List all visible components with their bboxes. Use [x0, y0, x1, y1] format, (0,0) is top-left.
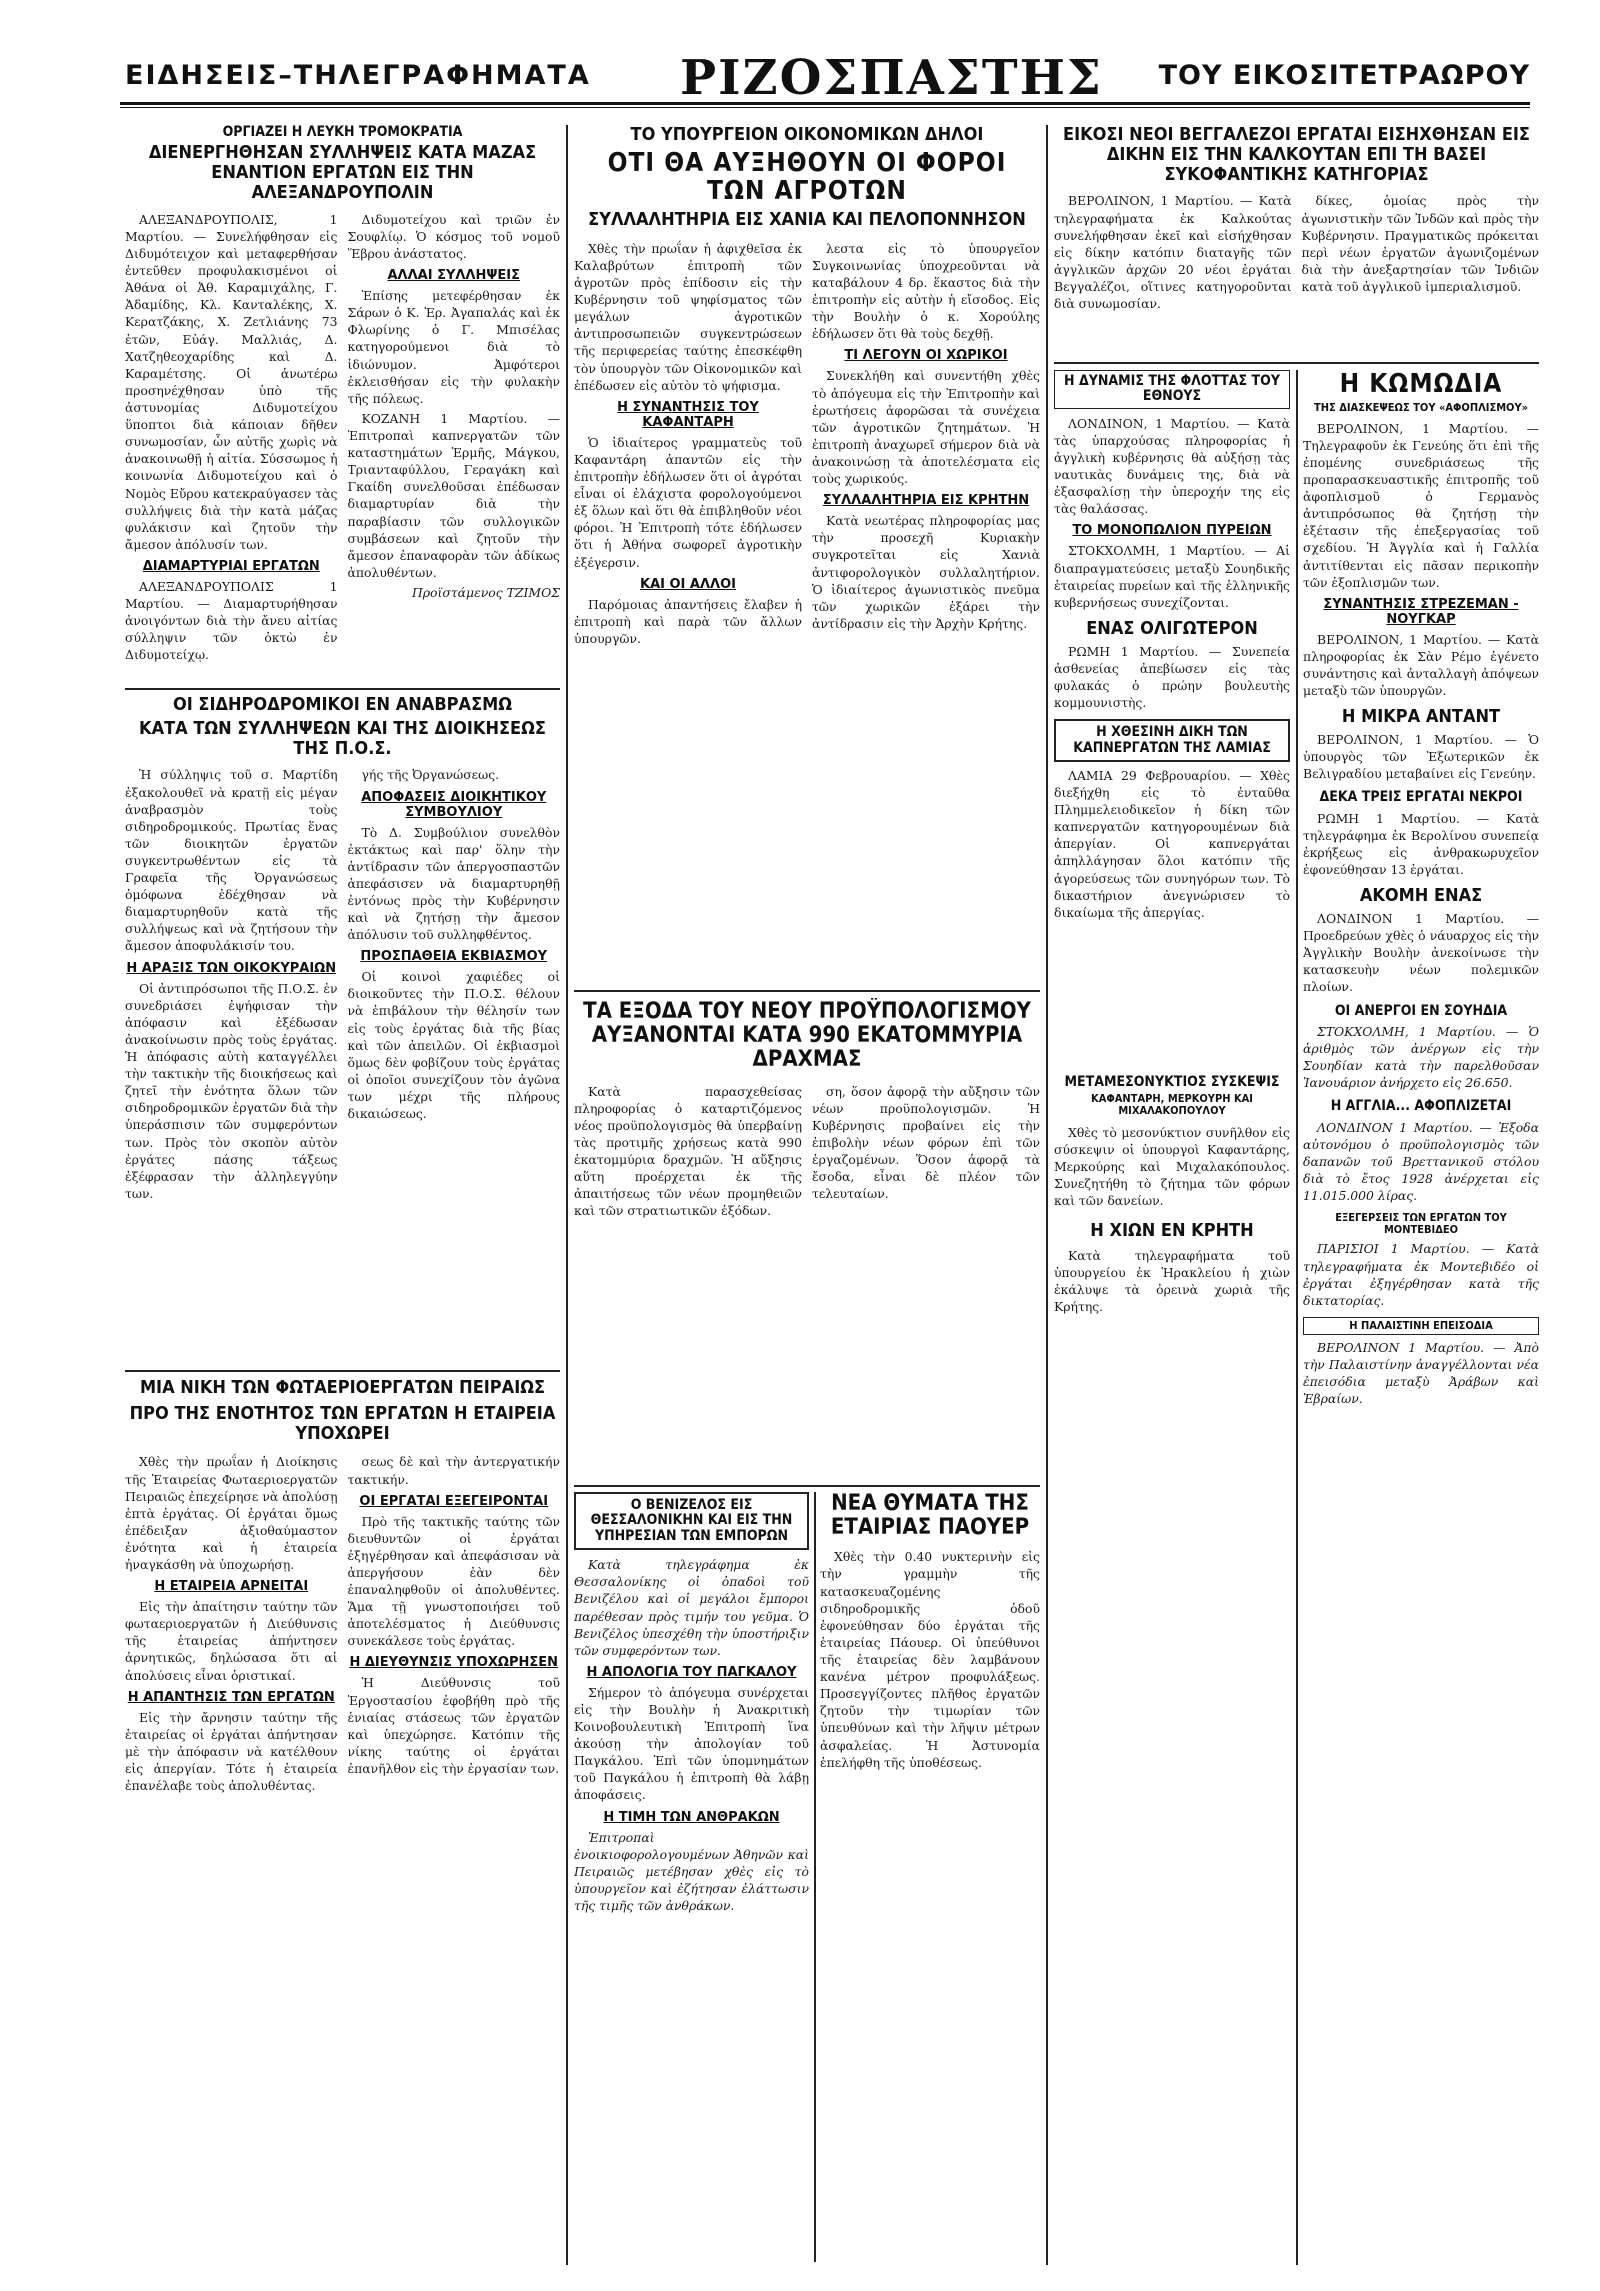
- article-fleet: [1054, 370, 1290, 1070]
- subheading: ΣΥΝΑΝΤΗΣΙΣ ΣΤΡΕΖΕΜΑΝ ‑ ΝΟΥΓΚΑΡ: [1323, 596, 1519, 627]
- article-text: ΣΤΟΚΧΟΛΜΗ, 1 Μαρτίου. — Ὁ ἀριθμὸς τῶν ἀνέργων εἰς τὴν Σουηδίαν κατὰ τὴν παρελθοῦσαν Ἰανουάριον ἀνήρχετο εἰς 26.650.: [1303, 1023, 1539, 1091]
- article-text: Σήμερον τὸ ἀπόγευμα συνέρχεται εἰς τὴν Βουλὴν ἡ Ἀνακριτικὴ Κοινοβουλευτικὴ Ἐπιτροπὴ ἵνα ἀκούσῃ τὴν ἀπολογίαν τοῦ Παγκάλου. Ἐπὶ τῶν ὑπομνημάτων τοῦ Παγκάλου ἡ ἐπιτροπὴ θὰ λάβῃ ἀποφάσεις.: [574, 1684, 809, 1803]
- article-text: σεως δὲ καὶ τὴν ἀντεργατικήν τακτικήν.: [347, 1454, 560, 1487]
- article-comedy-disarmament: [1303, 370, 1539, 2265]
- article-railway-workers: [125, 695, 560, 1365]
- masthead: [0, 52, 1600, 107]
- article-kicker: ΜΙΑ ΝΙΚΗ ΤΩΝ ΦΩΤΑΕΡΙΟΕΡΓΑΤΩΝ ΠΕΙΡΑΙΩΣ: [139, 1378, 546, 1398]
- article-text: ΛΟΝΔΙΝΟΝ 1 Μαρτίου. — Ἐξοδα αὐτονόμου ὁ προϋπολογισμὸς τῶν δαπανῶν τοῦ Βρεττανικοῦ στόλου διὰ τὸ ἔτος 1928 ἀνέρχεται εἰς 11.015.000 λίρας.: [1303, 1119, 1539, 1204]
- article-subheadline: ΤΗΣ ΔΙΑΣΚΕΨΕΩΣ ΤΟΥ «ΑΦΟΠΛΙΣΜΟΥ»: [1313, 400, 1529, 414]
- article-text: Κατὰ τηλεγράφημα ἐκ Θεσσαλονίκης οἱ ὀπαδοὶ τοῦ Βενιζέλου καὶ οἱ μεγάλοι ἔμποροι παρέθεσαν πρὸς τιμήν του γεῦμα. Ὁ Βενιζέλος ὑπεσχέθη τὴν ὑποστήριξιν τῶν συμφερόντων των.: [574, 1557, 809, 1658]
- subheading: Η ΔΙΕΥΘΥΝΣΙΣ ΥΠΟΧΩΡΗΣΕΝ: [349, 1655, 559, 1671]
- column-rule: [566, 125, 568, 2265]
- article-kicker: ΟΙ ΣΙΔΗΡΟΔΡΟΜΙΚΟΙ ΕΝ ΑΝΑΒΡΑΣΜΩ: [172, 695, 513, 715]
- subheading: ΤΟ ΜΟΝΟΠΩΛΙΟΝ ΠΥΡΕΙΩΝ: [1072, 523, 1272, 539]
- article-text: ΡΩΜΗ 1 Μαρτίου. — Κατὰ τηλεγράφημα ἐκ Βερολίνου συνεπείᾳ ἐκρήξεως εἰς ἀνθρακωρυχεῖον ἐφονεύθησαν 13 ἐργάται.: [1303, 810, 1539, 878]
- article-text: Κατὰ τηλεγραφήματα τοῦ ὑπουργείου ἐκ Ἡρακλείου ἡ χιὼν ἐκάλυψε τὰ ὀρεινὰ χωριὰ τῆς Κρήτης.: [1054, 1247, 1290, 1315]
- article-text: ΛΟΝΔΙΝΟΝ, 1 Μαρτίου. — Κατὰ τὰς ὑπαρχούσας πληροφορίας ἡ ἀγγλικὴ κυβέρνησις θὰ αὐξήσῃ τὰς ναυτικὰς δυνάμεις της, διὰ νὰ ἐξασφαλίσῃ τὴν ὑπεροχήν της εἰς τὰς θαλάσσας.: [1054, 415, 1290, 517]
- subheading: ΕΞΕΓΕΡΣΕΙΣ ΤΩΝ ΕΡΓΑΤΩΝ ΤΟΥ ΜΟΝΤΕΒΙΔΕΟ: [1335, 1211, 1507, 1237]
- article-text: Συνεκλήθη καὶ συνεντήθη χθὲς τὸ ἀπόγευμα εἰς τὴν Ἐπιτροπὴν καὶ ἐρωτήσεις ἀφορῶσαι τὰ συνέχεια τῶν ἀγροτικῶν ζητημάτων. Ἡ ἐπιτροπὴ ἀναχωρεῖ σήμερον διὰ νὰ ἀνακοινώσῃ τὰ ἀποτελέσματα εἰς τοὺς χωρικούς.: [812, 368, 1040, 487]
- article-headline: ΝΕΑ ΘΥΜΑΤΑ ΤΗΣ ΕΤΑΙΡΙΑΣ ΠΑΟΥΕΡ: [830, 1492, 1030, 1541]
- article-text: ΒΕΡΟΛΙΝΟΝ, 1 Μαρτίου. — Τηλεγραφοῦν ἐκ Γενεύης ὅτι ἐπὶ τῆς ἐπομένης συνεδριάσεως τῆς προπαρασκευαστικῆς ἐπιτροπῆς τοῦ ἀφοπλισμοῦ ὁ Γερμανὸς ἀντιπρόσωπος θὰ ζητήσῃ τὴν ἐξέτασιν τῆς ἐπεξεργασίας τοῦ σχεδίου. Ἡ Ἀγγλία καὶ ἡ Γαλλία ἀντιτίθενται εἰς πᾶσαν περικοπὴν τῶν ἐξοπλισμῶν των.: [1303, 420, 1539, 590]
- article-text: ΑΛΕΞΑΝΔΡΟΥΠΟΛΙΣ, 1 Μαρτίου. — Συνελήφθησαν εἰς Διδυμότειχον καὶ μεταφερθήσαν ἐντεῦθεν προφυλακισμένοι οἱ Ἀθάνα οἱ Ἀθ. Καραμιχάλης, Γ. Ἀδαμίδης, Κλ. Κανταλέκης, Χ. Κερατζάκης, Χ. Ζετλιάνης 73 ἐτῶν, Εὐάγ. Μαλλιάς, Δ. Χατζηθεοχαρίδης καὶ Δ. Καραμέτσης. Οἱ ἀνωτέρω προσηνέχθησαν ὑπὸ τῆς ἀστυνομίας Διδυμοτείχου ὕποπτοι διὰ κάποιαν δῆθεν συνωμοσίαν, ὧν αὐτῆς χωρὶς νὰ ἀνακοινωθῇ ἡ αἰτία. Σύσσωμος ἡ κοινωνία Διδυμοτείχου καὶ ὁ Νομὸς Εὔρου κατεκραύγασεν τὰς συλλήψεις διὰ τὴν κατὰ μάζας φυλάκισιν καὶ ζητοῦν τὴν ἄμεσον ἀπόλυσίν των.: [125, 211, 338, 552]
- masthead-rule: [120, 102, 1530, 108]
- article-text: ΒΕΡΟΛΙΝΟΝ, 1 Μαρτίου. — Κατὰ τηλεγραφήματα ἐκ Καλκούτας συνελήφθησαν ἐκεῖ καὶ εἰσήχθησαν εἰς δίκην κατόπιν διαταγῆς τῶν ἀγγλικῶν ἀρχῶν 20 νέοι ἐργάται Βεγγαλέζοι, οἵτινες κατηγοροῦνται διὰ συνωμοσίαν.: [1054, 193, 1292, 312]
- column-rule: [814, 1492, 816, 2262]
- subheading: Η ΑΡΑΞΙΣ ΤΩΝ ΟΙΚΟΚΥΡΑΙΩΝ: [126, 960, 337, 976]
- article-headline: Η ΧΘΕΣΙΝΗ ΔΙΚΗ ΤΩΝ ΚΑΠΝΕΡΓΑΤΩΝ ΤΗΣ ΛΑΜΙΑΣ: [1073, 724, 1271, 756]
- subheading: ΠΡΟΣΠΑΘΕΙΑ ΕΚΒΙΑΣΜΟΥ: [360, 949, 548, 965]
- article-text: Χθὲς τὴν πρωΐαν ἡ ἀφιχθεῖσα ἐκ Καλαβρύτων ἐπιτροπὴ τῶν ἀγροτῶν πρὸς ἐπίδοσιν εἰς τὴν Κυβέρνησιν τοῦ ψηφίσματος τῶν μεγάλων ἀγροτικῶν ἀντιπροσωπειῶν συγκεντρώσεων τῆς περιφερείας ταύτης ἐπεσκέφθη τὸν ὑπουργὸν τῶν Οἰκονομικῶν καὶ ἐπέδωσεν εἰς αὐτὸν τὸ ψήφισμα.: [574, 240, 802, 393]
- section-rule: [125, 1370, 560, 1372]
- article-text: ΚΟΖΑΝΗ 1 Μαρτίου. — Ἐπιτροπαὶ καπνεργατῶν τῶν καταστημάτων Ἑρμῆς, Μάγκου, Τριανταφύλλου, Γεραγάκη καὶ Γκαίδη συνελθοῦσαι ἐπέδωσαν διαμαρτυρίαν διὰ τὴν παραβίασιν τῶν συλλογικῶν συμβάσεων καὶ ζητοῦν τὴν ἄμεσον ἐπαναφορὰν τῶν ἀδίκως ἀπολυθέντων.: [347, 410, 560, 580]
- subheading: ΕΝΑΣ ΟΛΙΓΩΤΕΡΟΝ: [1086, 617, 1258, 639]
- signature: Προϊστάμενος ΤΖΙΜΟΣ: [411, 584, 560, 600]
- article-text: Εἰς τὴν ἄρνησιν ταύτην τῆς ἑταιρείας οἱ ἐργάται ἀπήντησαν μὲ τὴν ἀπόφασιν νὰ κατέλθουν εἰς ἀπεργίαν. Τότε ἡ ἑταιρεία ἐπανέλαβε τοὺς ἀπολυθέντας.: [125, 1709, 338, 1794]
- article-text: ΒΕΡΟΛΙΝΟΝ, 1 Μαρτίου. — Ὁ ὑπουργὸς τῶν Ἐξωτερικῶν ἐκ Βελιγραδίου μεταβαίνει εἰς Γενεύην.: [1303, 732, 1539, 782]
- article-midnight-meeting: [1054, 1075, 1290, 2265]
- subheading: ΑΚΟΜΗ ΕΝΑΣ: [1359, 885, 1483, 907]
- article-text: γής τῆς Ὀργανώσεως.: [361, 767, 500, 783]
- article-text: Ἡ σύλληψις τοῦ σ. Μαρτίδη ἐξακολουθεῖ νὰ κρατῇ εἰς μέγαν ἀναβρασμὸν τοὺς σιδηροδρομικούς. Πρωτίας ἕνας τῶν διοικητῶν ἐργατῶν συγκεντρωθέντων εἰς τὰ Γραφεῖα τῆς Ὀργανώσεως ὁμόφωνα ἐδέχθησαν νὰ διαμαρτυρηθοῦν κατὰ τῆς συλλήψεως καὶ νὰ ζητήσουν τὴν ἄμεσον ἀποφυλάκισίν του.: [125, 767, 338, 954]
- subheading: ΣΥΛΛΑΛΗΤΗΡΙΑ ΕΙΣ ΚΡΗΤΗΝ: [822, 493, 1030, 509]
- article-text: Κατὰ νεωτέρας πληροφορίας μας τὴν προσεχῆ Κυριακὴν συγκροτεῖται εἰς Χανιὰ ἀντιφορολογικὸν συλλαλητήριον. Ὁ ἰδιαίτερος ἀγωνιστικὸς πνεῦμα τῶν χωρικῶν ἐξάρει τὴν ἀντίδρασιν εἰς τὴν Ἀρχὴν Κρήτης.: [812, 513, 1040, 631]
- subheading: ΑΛΛΑΙ ΣΥΛΛΗΨΕΙΣ: [387, 268, 521, 284]
- article-kicker: ΤΟ ΥΠΟΥΡΓΕΙΟΝ ΟΙΚΟΝΟΜΙΚΩΝ ΔΗΛΟΙ: [630, 125, 984, 145]
- article-text: ση, ὅσον ἀφορᾷ τὴν αὔξησιν τῶν νέων προϋπολογισμῶν. Ἡ Κυβέρνησις προβαίνει εἰς τὴν ἐπιβολὴν νέων φόρων ἐπὶ τῶν ἐργαζομένων. Ὅσον ἀφορᾷ τὰ ἔσοδα, εἶναι δὲ πλέον τῶν τελευταίων.: [812, 1083, 1040, 1202]
- section-title-right: ΤΟΥ ΕΙΚΟΣΙΤΕΤΡΑΩΡΟΥ: [1158, 60, 1530, 91]
- newspaper-title: ΡΙΖΟΣΠΑΣΤΗΣ: [680, 50, 1103, 106]
- article-text: Οἱ ἀντιπρόσωποι τῆς Π.Ο.Σ. ἐν συνεδριάσει ἐψήφισαν τὴν ἀπόφασιν καὶ ἐξέδωσαν ἀνακοίνωσιν πρὸς τοὺς ἐργάτας. Ἡ ἀπόφασις αὐτὴ καταγγέλλει τὴν τακτικὴν τῆς διοικήσεως καὶ ζητεῖ τὴν ἐνότητα ὅλων τῶν σιδηροδρομικῶν ἐργατῶν διὰ τὴν ὑπεράσπισιν τῶν συμφερόντων των. Πρὸς τὸν σκοπὸν αὐτὸν ἐργάτες πάσης τάξεως ἐξέφρασαν τὴν ἀλληλεγγύην των.: [125, 980, 338, 1201]
- article-text: Χθὲς τὸ μεσονύκτιον συνῆλθον εἰς σύσκεψιν οἱ ὑπουργοὶ Καφαντάρης, Μερκούρης καὶ Μιχαλακόπουλος. Συνεζητήθη τὸ ζήτημα τῶν φόρων καὶ τῶν δανείων.: [1054, 1124, 1290, 1209]
- article-headline: ΜΕΤΑΜΕΣΟΝΥΚΤΙΟΣ ΣΥΣΚΕΨΙΣ: [1064, 1075, 1280, 1090]
- subheading: ΑΠΟΦΑΣΕΙΣ ΔΙΟΙΚΗΤΙΚΟΥ ΣΥΜΒΟΥΛΙΟΥ: [361, 789, 547, 820]
- article-budget: [574, 998, 1040, 1478]
- article-text: λεστα εἰς τὸ ὑπουργεῖον Συγκοινωνίας ὑποχρεοῦνται νὰ καταβάλουν 4 δρ. ἕκαστος διὰ τὴν ἐπιτροπὴν εἰς αὐτὴν ἡ εἴσοδος. Εἰς τὴν Βουλὴν ὁ κ. Χορούλης ἐδήλωσεν ὅτι θὰ τοὺς δεχθῇ.: [812, 240, 1040, 342]
- article-text: Κατὰ παρασχεθείσας πληροφορίας ὁ καταρτιζόμενος νέος προϋπολογισμὸς θὰ ὑπερβαίνῃ τὰς προτιμῆς χρήσεως κατὰ 990 ἑκατομμύρια δραχμῶν. Ἡ αὔξησις αὕτη προέρχεται ἐκ τῆς ἀπαιτήσεως τῶν νέων προμηθειῶν καὶ τῶν στρατιωτικῶν ἐξόδων.: [574, 1083, 802, 1219]
- article-text: Πρὸ τῆς τακτικῆς ταύτης τῶν διευθυντῶν οἱ ἐργάται ἐξηγέρθησαν καὶ ἀπεφάσισαν νὰ ἀπεργήσουν ἐὰν δὲν ἐπαναληφθοῦν οἱ ἀπολυθέντες. Ἅμα τῇ γνωστοποιήσει τοῦ ἀποτελέσματος ἡ Διεύθυνσις συνεκάλεσε τοὺς ἐργάτας.: [347, 1513, 560, 1649]
- article-headline: Η ΔΥΝΑΜΙΣ ΤΗΣ ΦΛΟΤΤΑΣ ΤΟΥ ΕΘΝΟΥΣ: [1054, 370, 1290, 409]
- article-headline: Ο ΒΕΝΙΖΕΛΟΣ ΕΙΣ ΘΕΣΣΑΛΟΝΙΚΗΝ ΚΑΙ ΕΙΣ ΤΗΝ ΥΠΗΡΕΣΙΑΝ ΤΩΝ ΕΜΠΟΡΩΝ: [590, 1497, 793, 1544]
- article-text: δίκες, ὁμοίας πρὸς τὴν ἀγωνιστικὴν τῶν Ἰνδῶν καὶ πρὸς τὴν Κυβέρνησιν. Πραγματικῶς πρόκειται περὶ νέων ἐργατῶν ἀγωνιζομένων διὰ τὴν ἀνεξαρτησίαν τῶν Ἰνδιῶν κατὰ τοῦ ἀγγλικοῦ ἰμπεριαλισμοῦ.: [1301, 193, 1539, 294]
- subheading: ΚΑΙ ΟΙ ΑΛΛΟΙ: [640, 576, 736, 592]
- article-text: Χθὲς τὴν 0.40 νυκτερινὴν εἰς τὴν γραμμὴν τῆς κατασκευαζομένης σιδηροδρομικῆς ὁδοῦ ἐφονεύθησαν δύο ἐργάται τῆς ἑταιρείας Πάουερ. Οἱ ὑπεύθυνοι τῆς ἑταιρείας δὲν λαμβάνουν κανένα μέτρον προφυλάξεως. Προσεγγίζοντες πλῆθος ἐργατῶν ζητοῦν τὴν τιμωρίαν τῶν ὑπευθύνων καὶ τὴν λῆψιν μέτρων ἀσφαλείας. Ἡ Ἀστυνομία ἐπελήφθη τῆς ὑποθέσεως.: [820, 1549, 1040, 1770]
- article-headline: Η ΧΙΩΝ ΕΝ ΚΡΗΤΗ: [1090, 1220, 1254, 1242]
- subheading: Η ΣΥΝΑΝΤΗΣΙΣ ΤΟΥ ΚΑΦΑΝΤΑΡΗ: [617, 399, 759, 430]
- article-subheadline: ΣΥΛΛΑΛΗΤΗΡΙΑ ΕΙΣ ΧΑΝΙΑ ΚΑΙ ΠΕΛΟΠΟΝΝΗΣΟΝ: [588, 208, 1026, 230]
- article-text: ΡΩΜΗ 1 Μαρτίου. — Συνεπεία ἀσθενείας ἀπεβίωσεν εἰς τὰς φυλακάς ὁ πρώην βουλευτὴς κομμουνιστὴς.: [1054, 643, 1290, 710]
- article-text: Παρόμοιας ἀπαντήσεις ἔλαβεν ἡ ἐπιτροπὴ καὶ παρὰ τῶν ἄλλων ὑπουργῶν.: [574, 596, 802, 646]
- subheading: ΔΙΑΜΑΡΤΥΡΙΑΙ ΕΡΓΑΤΩΝ: [142, 558, 320, 574]
- article-headline: ΠΡΟ ΤΗΣ ΕΝΟΤΗΤΟΣ ΤΩΝ ΕΡΓΑΤΩΝ Η ΕΤΑΙΡΕΙΑ ΥΠΟΧΩΡΕΙ: [129, 1402, 556, 1444]
- article-headline: ΚΑΤΑ ΤΩΝ ΣΥΛΛΗΨΕΩΝ ΚΑΙ ΤΗΣ ΔΙΟΙΚΗΣΕΩΣ ΤΗΣ Π.Ο.Σ.: [139, 717, 546, 759]
- article-subheadline: ΚΑΦΑΝΤΑΡΗ, ΜΕΡΚΟΥΡΗ ΚΑΙ ΜΙΧΑΛΑΚΟΠΟΥΛΟΥ: [1091, 1092, 1253, 1118]
- article-headline: Η ΚΩΜΩΔΙΑ: [1339, 370, 1503, 399]
- article-text: ΛΑΜΙΑ 29 Φεβρουαρίου. — Χθὲς διεξήχθη εἰς τὸ ἐνταῦθα Πλημμελειοδικεῖον ἡ δίκη τῶν καπνεργατῶν κατηγορουμένων διὰ ἀπεργίαν. Οἱ καπνεργάται ἀπηλλάγησαν ὅλοι κατόπιν τῆς ἀγορεύσεως τῶν συνηγόρων των. Τὸ δικαστήριον ἀνεγνώρισεν τὸ δικαίωμα τῆς ἀπεργίας.: [1054, 767, 1290, 920]
- article-text: ΛΟΝΔΙΝΟΝ 1 Μαρτίου. — Προεδρεύων χθὲς ὁ νάυαρχος εἰς τὴν Ἀγγλικὴν Βουλὴν ἀνεκοίνωσε τὴν κατασκευὴν νέων πολεμικῶν πλοίων.: [1303, 910, 1539, 995]
- section-title-left: ΕΙΔΗΣΕΙΣ–ΤΗΛΕΓΡΑΦΗΜΑΤΑ: [125, 60, 591, 91]
- section-rule: [574, 990, 1040, 992]
- article-text: ΒΕΡΟΛΙΝΟΝ, 1 Μαρτίου. — Κατὰ πληροφορίας ἐκ Σὰν Ρέμο ἐγένετο συνάντησις καὶ ἀνταλλαγὴ ἀπόψεων μεταξὺ τῶν ὑπουργῶν.: [1303, 631, 1539, 699]
- subheading: Η ΤΙΜΗ ΤΩΝ ΑΝΘΡΑΚΩΝ: [603, 1809, 780, 1825]
- subheading: Η ΠΑΛΑΙΣΤΙΝΗ ΕΠΕΙΣΟΔΙΑ: [1303, 1317, 1539, 1335]
- article-text: ΠΑΡΙΣΙΟΙ 1 Μαρτίου. — Κατὰ τηλεγραφήματα ἐκ Μοντεβιδέο οἱ ἐργάται ἐξηγέρθησαν κατὰ τῆς δικτατορίας.: [1303, 1241, 1539, 1308]
- article-finance-ministry: [574, 125, 1040, 985]
- article-text: Εἰς τὴν ἀπαίτησιν ταύτην τῶν φωταεριοεργατῶν ἡ Διεύθυνσις τῆς ἑταιρείας ἀπήντησεν ἀρνητικῶς, δηλώσασα ὅτι αἱ ἀπολύσεις εἶναι ὁριστικαί.: [125, 1599, 338, 1683]
- subheading: ΤΙ ΛΕΓΟΥΝ ΟΙ ΧΩΡΙΚΟΙ: [844, 348, 1008, 364]
- section-rule: [1054, 362, 1539, 364]
- column-rule: [1296, 370, 1298, 2265]
- article-text: Ἡ Διεύθυνσις τοῦ Ἐργοστασίου ἐφοβήθη πρὸ τῆς ἑνιαίας στάσεως τῶν ἐργατῶν καὶ ὑπεχώρησε. Κατόπιν τῆς νίκης ταύτης οἱ ἐργάται ἐπανῆλθον εἰς τὴν ἐργασίαν των.: [347, 1675, 560, 1777]
- article-text: Ὁ ἰδιαίτερος γραμματεὺς τοῦ Καφαντάρη ἀπαντῶν εἰς τὴν ἐπιτροπὴν ἐδήλωσεν ὅτι οἱ ἀγρόται εἶναι οἱ ἐλάχιστα φορολογούμενοι ἐξ ὅλων καὶ ὅτι θὰ ἐπιβληθοῦν νέοι φόροι. Ἡ Ἐπιτροπὴ τότε ἐδήλωσεν ὅτι ἡ Ἀθήνα σωφορεῖ ἀγροτικὴν ἐξέγερσιν.: [574, 434, 802, 570]
- subheading: ΟΙ ΕΡΓΑΤΑΙ ΕΞΕΓΕΙΡΟΝΤΑΙ: [359, 1493, 549, 1509]
- article-text: Οἱ κοινοὶ χαφιέδες οἱ διοικοῦντες τὴν Π.Ο.Σ. θέλουν νὰ ἐπιβάλουν τὴν θέλησίν των εἰς τοὺς ἐργάτας διὰ τῆς βίας καὶ τῶν ἀπειλῶν. Οἱ ἐκβιασμοὶ ὅμως δὲν φοβίζουν τοὺς ἐργάτας οἱ ὁποῖοι συνεχίζουν τὸν ἀγῶνα των μέχρι τῆς πλήρους δικαιώσεως.: [347, 969, 560, 1122]
- article-headline: ΕΙΚΟΣΙ ΝΕΟΙ ΒΕΓΓΑΛΕΖΟΙ ΕΡΓΑΤΑΙ ΕΙΣΗΧΘΗΣΑΝ ΕΙΣ ΔΙΚΗΝ ΕΙΣ ΤΗΝ ΚΑΛΚΟΥΤΑΝ ΕΠΙ ΤΗ ΒΑΣΕΙ ΣΥΚΟΦΑΝΤΙΚΗΣ ΚΑΤΗΓΟΡΙΑΣ: [1063, 125, 1530, 185]
- article-gasworks-workers: [125, 1378, 560, 2268]
- subheading: ΟΙ ΑΝΕΡΓΟΙ ΕΝ ΣΟΥΗΔΙΑ: [1334, 1002, 1508, 1019]
- subheading: Η ΑΠΟΛΟΓΙΑ ΤΟΥ ΠΑΓΚΑΛΟΥ: [586, 1664, 797, 1680]
- article-text: Διδυμοτείχου καὶ τριῶν ἐν Σουφλίῳ. Ὁ κόσμος τοῦ νομοῦ Ἕβρου ἀνάστατος.: [347, 211, 560, 261]
- article-headline: ΟΤΙ ΘΑ ΑΥΞΗΘΟΥΝ ΟΙ ΦΟΡΟΙ ΤΩΝ ΑΓΡΟΤΩΝ: [607, 147, 1007, 207]
- article-headline: ΔΙΕΝΕΡΓΗΘΗΣΑΝ ΣΥΛΛΗΨΕΙΣ ΚΑΤΑ ΜΑΖΑΣ ΕΝΑΝΤΙΟΝ ΕΡΓΑΤΩΝ ΕΙΣ ΤΗΝ ΑΛΕΞΑΝΔΡΟΥΠΟΛΙΝ: [148, 142, 537, 203]
- article-text: ΒΕΡΟΛΙΝΟΝ 1 Μαρτίου. — Ἀπὸ τὴν Παλαιστίνην ἀναγγέλλονται νέα ἐπεισόδια μεταξὺ Ἀράβων καὶ Ἑβραίων.: [1303, 1340, 1539, 1407]
- article-text: Ἐπίσης μετεφέρθησαν ἐκ Σάρων ὁ Κ. Ἐρ. Ἀγαπαλάς καὶ ἐκ Φλωρίνης ὁ Γ. Μπισέλας κατηγορούμενοι διὰ τὸ ἰδιώνυμον. Ἀμφότεροι ἐκλεισθήσαν εἰς τὴν φυλακὴν τῆς πόλεως.: [347, 288, 560, 406]
- subheading: Η ΑΠΑΝΤΗΣΙΣ ΤΩΝ ΕΡΓΑΤΩΝ: [127, 1689, 335, 1705]
- subheading: ΔΕΚΑ ΤΡΕΙΣ ΕΡΓΑΤΑΙ ΝΕΚΡΟΙ: [1319, 789, 1523, 806]
- section-rule: [125, 688, 560, 690]
- subheading: Η ΜΙΚΡΑ ΑΝΤΑΝΤ: [1341, 706, 1501, 728]
- column-rule: [1046, 125, 1048, 2265]
- article-text: ΣΤΟΚΧΟΛΜΗ, 1 Μαρτίου. — Αἱ διαπραγματεύσεις μεταξὺ Σουηδικῆς ἑταιρείας πυρείων καὶ τῆς ἑλληνικῆς κυβερνήσεως συνεχίζονται.: [1054, 543, 1290, 610]
- article-text: ΑΛΕΞΑΝΔΡΟΥΠΟΛΙΣ 1 Μαρτίου. — Διαμαρτυρήθησαν ἀνοιγόντων διὰ τὴν ἄνευ αἰτίας σύλληψιν τῶν ὀκτὼ ἐν Διδυμοτείχῳ.: [125, 578, 338, 663]
- article-text: Τὸ Δ. Συμβούλιον συνελθὸν ἐκτάκτως καὶ παρ' ὅλην τὴν ἀντίδρασιν τῶν ἀπεργοσπαστῶν ἀπεφάσισεν νὰ διαμαρτυρηθῇ ἐντόνως πρὸς τὴν Κυβέρνησιν καὶ νὰ ζητήσῃ τὴν ἄμεσον ἀπόλυσιν τοῦ συλληφθέντος.: [347, 824, 560, 943]
- article-arrests-alexandroupoli: [125, 125, 560, 685]
- article-kicker: ΟΡΓΙΑΖΕΙ Η ΛΕΥΚΗ ΤΡΟΜΟΚΡΑΤΙΑ: [222, 125, 463, 140]
- section-rule: [574, 1485, 1040, 1487]
- article-text: Χθὲς τὴν πρωΐαν ἡ Διοίκησις τῆς Ἑταιρείας Φωταεριοεργατῶν Πειραιῶς ἐπεχείρησε νὰ ἀπολύσῃ ἑπτὰ ἐργάτας. Οἱ ἐργάται ὅμως ἐπέδειξαν ἀξιοθαύμαστον ἐνότητα καὶ ἡ ἑταιρεία ἠναγκάσθη νὰ ὑποχωρήσῃ.: [125, 1454, 338, 1573]
- article-headline: ΤΑ ΕΞΟΔΑ ΤΟΥ ΝΕΟΥ ΠΡΟΫΠΟΛΟΓΙΣΜΟΥ ΑΥΞΑΝΟΝΤΑΙ ΚΑΤΑ 990 ΕΚΑΤΟΜΜΥΡΙΑ ΔΡΑΧΜΑΣ: [583, 999, 1031, 1073]
- subheading: Η ΑΓΓΛΙΑ... ΑΦΟΠΛΙΖΕΤΑΙ: [1330, 1098, 1512, 1115]
- subheading: Η ΕΤΑΙΡΕΙΑ ΑΡΝΕΙΤΑΙ: [154, 1579, 309, 1595]
- article-power-company-victims: [820, 1492, 1040, 2262]
- article-text: Ἐπιτροπαὶ ἐνοικιοφορολογουμένων Ἀθηνῶν καὶ Πειραιῶς μετέβησαν χθὲς εἰς τὸ ὑπουργεῖον καὶ ἐζήτησαν ἐλάττωσιν τῆς τιμῆς τῶν ἀνθράκων.: [574, 1829, 809, 1914]
- article-venizelos: [574, 1492, 809, 2262]
- article-bengal-workers: [1054, 125, 1539, 355]
